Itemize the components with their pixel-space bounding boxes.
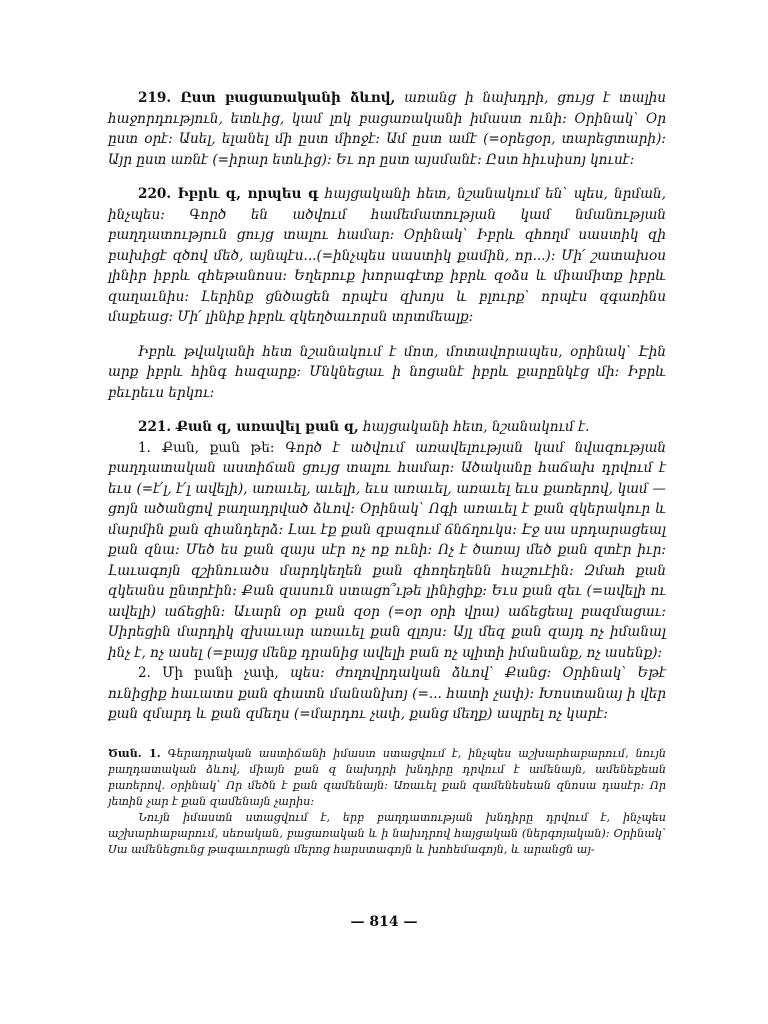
item-2-text: պես։ ժողովրդական ձևով՝ Քանց։ Օրինակ՝ Եթէ ունիցիք հաւատս քան զհատն մանանխոյ (=... հատի չափ)։ Խոստանայ ի վեր քան զմարդ և քան զմեղս (=մարդու չափ, քանց մեղք) ապրել ոչ կարէ։ — [108, 665, 666, 722]
section-219-lead: 219. Ըստ բացառականի ձևով, — [138, 90, 396, 106]
footnote-lead: Ծան. 1. — [108, 745, 161, 760]
section-221-item-2 — [108, 663, 666, 725]
section-221-lead: 221. Քան զ, առավել քան զ, — [138, 419, 359, 435]
section-221-item-1 — [108, 438, 666, 664]
section-219-text: առանց ի նախդրի, ցույց է տալիս հաջորդություն, ետևից, կամ լոկ բացառականի իմաստ ունի։ Օրինակ՝ Օր ըստ օրէ։ Ասել, ելանել մի ըստ միոջէ։ Ամ ըստ ամէ (=օրեցօր, տարեցտարի)։ Այր ըստ առնէ (=իրար ետևից)։ Եւ որ ըստ այսմանէ։ Ըստ հիւսիսոյ կուսէ։ — [108, 90, 666, 168]
page-number: — 814 — — [350, 914, 418, 930]
section-221 — [108, 417, 666, 438]
footnote-continuation: Նույն իմաստն ստացվում է, երբ բաղդատության խնդիրը դրվում է, ինչպես աշխարհաբարում, սեռական, բացառական և ի նախդրով հայցական (ներգոյական)։ Օրինակ՝ Սա ամենեցունց թագաւորացն մերոց հարստագոյն և խոհեմագոյն, և արանցն այ- — [108, 810, 666, 856]
section-220-continuation: Իբրև թվականի հետ նշանակում է մոտ, մոտավորապես, օրինակ՝ Էին արք իբրև հինգ հազարք։ Մնկնեցաւ ի նոցանէ իբրև քարընկէց մի։ Իբրև բեւրեւս երկու։ — [108, 343, 666, 401]
item-2-lead: 2. Մի բանի չափ, — [138, 665, 279, 681]
item-1-text: Գործ է ածվում առավելության կամ նվազության բաղդատական աստիճան ցույց տալու համար։ Ածականը հաճախ դրվում է եւս (=է՛լ, է՛լ ավելի), առաւել, աւելի, եւս առաւել, առաւել եւս քառերով, կամ —ցոյն ածանցով բաղադրված ձևով։ Օրինակ՝ Ոգի առաւել է քան զկերակուր և մարմին քան զհանդերձ։ Լաւ էք քան զբազում ճնճղուկս։ Էջ սա սրդարացեալ քան զնա։ Մեծ ես քան զայս սէր ոչ ոք ունի։ Ոչ է ծառայ մեծ քան զտէր իւր։ Լաւագոյն զշինուածս մարդկեղեն քան զհողեղենն հաշուէին։ Զմահ քան զկեանս ընտրէին։ Քան զասուն ստացո՞ւթե լինիցիք։ Եւս քան զեւ (=ավելի ու ավելի) աճեցին։ Աւարն օր քան զօր (=օր օրի վրա) աճեցեալ բազմացաւ։ Սիրեցին մարդիկ զխաւար առաւել քան զլոյս։ Այլ մեզ քան զայդ ոչ իմանալ ինչ է, ոչ ասել (=բայց մենք դրանից ավելի բան ոչ պիտի իմանանք, ոչ ասենք)։ — [108, 439, 666, 661]
section-219 — [108, 88, 666, 170]
footnote — [108, 745, 666, 810]
section-221-intro: հայցականի հետ, նշանակում է. — [363, 419, 590, 435]
section-220-lead: 220. Իբրև գ, որպես գ — [138, 186, 319, 202]
section-220 — [108, 184, 666, 328]
item-1-lead: 1. Քան, քան թե։ — [138, 439, 275, 456]
section-220-text: հայցականի հետ, նշանակում են՝ պես, նրման, ինչպես։ Գործ են ածվում համեմատության կամ նմանության բաղդատություն ցույց տալու համար։ Օրինակ՝ Իբրև զհողմ սաստիկ զի բախիցէ զծով մեծ, այնպէս...(=ինչպես սաստիկ քամին, որ...)։ Մի՛ շատախօս լինիր իբրև զհեթանոսս։ Եղերուք խորագէտք իբրև զօձս և միամիտք իբրև զաղաւնիս։ Լերինք ցնծացեն որպէս զխոյս և բլուրք՝ որպէս զգառինս մաքեաց։ Մի՛ լինիք իբրև զկեղծաւորսն տրտմեալք։ — [108, 186, 666, 325]
footnote-text: Գերադրական աստիճանի իմաստ ստացվում է, ինչպես աշխարհաբարում, նույն բաղդատական ձևով, միայն քան զ նախդրի խնդիրը դրվում է ամենայն, ամենեքեան բառերով. օրինակ՝ Որ մեծն է քան զամենայն։ Առաւել քան զամենեսեան զնոսա դասէր։ Որ յետին չար է քան զամենայն չարիս։ — [108, 746, 666, 808]
